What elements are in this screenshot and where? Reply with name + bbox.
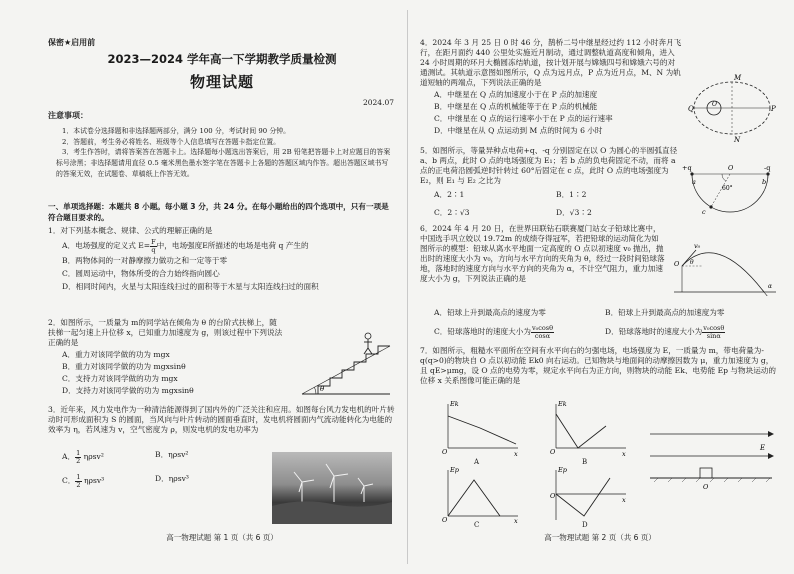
option-a: A．铅球上升到最高点的速度为零 (434, 308, 546, 317)
section-title: 一、单项选择题：本题共 8 小题。每小题 3 分，共 24 分。在每小题给出的四个选项中，只有一项是符合题目要求的。 (48, 202, 389, 223)
svg-text:x: x (514, 450, 518, 458)
label-minus-q: -q (764, 164, 771, 172)
graph-label-b: B (582, 458, 588, 466)
label-n: N (734, 136, 741, 144)
question-6-options (420, 308, 776, 339)
graph-c (440, 466, 520, 524)
fraction: $\frac{F}{q}$ (151, 238, 156, 254)
question-stem: 6．2024 年 4 月 20 日，在世界田联钻石联赛厦门站女子铅球比赛中，中国选手巩立姣以 19.72m 的成绩夺得冠军，若把铅球的运动简化为如图所示的模型：铅球从离水平地面一定高度的 O 点以初速度 v₀ 抛出，抛出时的速度大小为 v₀，方向与水平方向的夹角为 θ，经过一段时间铅球落地，落地时的速度方向与水平方向的夹角为 α，不计空气阻力，重力加速度大小为 g，下列说法正确的是 (420, 224, 665, 284)
svg-text:O: O (442, 516, 448, 524)
page-divider (407, 10, 408, 564)
option-a: A．2∶1 (434, 190, 465, 200)
label-o: O (728, 164, 734, 172)
question-5 (420, 146, 678, 218)
escalator-figure (298, 330, 394, 400)
label-c: c (702, 208, 706, 216)
question-3 (48, 405, 396, 435)
option-b: B．1∶2 (556, 190, 587, 200)
label-q: Q (688, 105, 694, 113)
label-v0: v₀ (694, 242, 701, 250)
page-footer: 高一物理试题 第 2 页（共 6 页） (544, 533, 656, 542)
label-o: O (703, 483, 709, 491)
notice-item: 2．答题前，考生务必将姓名、班级等个人信息填写在答题卡指定位置。 (62, 137, 280, 146)
label-theta: θ (690, 259, 694, 266)
option-c: C．铅球落地时的速度大小为 $\frac{\text{v₀cosθ}}{\cos\alpha}$ (434, 324, 554, 340)
graph-a (440, 400, 520, 458)
svg-text:x: x (622, 450, 626, 458)
label-p: P (771, 105, 776, 113)
orbit-figure (688, 72, 778, 144)
notice-item: 1．本试卷分选择题和非选择题两部分，满分 100 分，考试时间 90 分钟。 (62, 127, 291, 135)
field-figure (648, 420, 776, 500)
option-d: D．支持力对该同学做的功为 mgxsinθ (62, 386, 194, 396)
option-c: C．圆周运动中，物体所受的合力始终指向圆心 (62, 269, 220, 279)
notice-list (56, 126, 394, 180)
option-c: C．中继星在 Q 点的运行速率小于在 P 点的运行速率 (434, 114, 613, 124)
question-stem: 4．2024 年 3 月 25 日 0 时 46 分，鹊桥二号中继星经过约 112 小时奔月飞行，在距月面约 440 公里处实施近月制动，通过调整轨道高度和倾角，进入 24 小时周期的环月大椭圆冻结轨道，按计划开展与嫦娥四号和嫦娥六号的对通测试。其轨道示意图如图所示，Q 点为远月点，P 点为近月点，M、N 为轨道短轴的两端点，下列说法正确的是 (420, 38, 682, 88)
graph-label-d: D (582, 521, 588, 529)
question-4 (420, 38, 682, 136)
option-c: C．支持力对该同学做的功为 mgx (62, 374, 178, 384)
option-a: A．电场强度的定义式 E= $\frac{F}{q}$ 中，电场强度E所描述的电场是电荷 q 产生的 (62, 238, 309, 254)
option-c: C．2∶√3 (434, 208, 470, 218)
question-6 (420, 224, 666, 284)
svg-text:Ek: Ek (450, 400, 459, 408)
question-7 (420, 346, 778, 386)
svg-text:O: O (550, 492, 556, 500)
subject-title: 物理试题 (189, 73, 254, 91)
graph-label-c: C (474, 521, 480, 529)
option-b: B．两物体间的一对静摩擦力做功之和一定等于零 (62, 256, 228, 266)
notice-item: 3．考生作答时，请将答案答在答题卡上。选择题每小题选出答案后，用 2B 铅笔把答题卡上对应题目的答案标号涂黑；非选择题请用直径 0.5 毫米黑色墨水签字笔在答题卡上各题的答题区域内作答。超出答题区域书写的答案无效，在试题卷、草稿纸上作答无效。 (56, 148, 391, 178)
wind-turbines-image (272, 452, 392, 524)
option-c: C． $\frac{1}{2}$ ηρsv³ (62, 473, 105, 489)
projectile-figure (672, 236, 778, 296)
question-3-options (48, 450, 248, 488)
option-d: D．铅球落地时的速度大小为 $\frac{\text{v₀cosθ}}{\sin\alpha}$ (605, 324, 725, 340)
question-stem: 7．如图所示，粗糙水平面所在空间有水平向右的匀强电场，电场强度为 E，一质量为 m，带电荷量为-q(q>0)的物块自 O 点以初动能 Ek0 向右运动。已知物块与地面间的动摩擦因数为 μ，重力加速度为 g，且 qE>μmg，设 O 点的电势为零，规定水平向右为正方向，则物块的动能 Ek、电势能 Ep 与物块运动的位移 x 关系图像可能正确的是 (420, 346, 776, 386)
label-o: O (712, 101, 717, 108)
svg-text:Ep: Ep (450, 466, 459, 474)
option-a: A．中继星在 Q 点的加速度小于在 P 点的加速度 (434, 90, 598, 100)
label-a: a (692, 178, 696, 186)
question-stem: 2．如图所示，一质量为 m的同学站在倾角为 θ 的台阶式扶梯上，随扶梯一起匀速上升位移 x，已知重力加速度为 g，则该过程中下列说法正确的是 (48, 318, 283, 348)
graph-b (548, 400, 628, 458)
option-d: D．相同时间内，火星与太阳连线扫过的面积等于木星与太阳连线扫过的面积 (62, 282, 319, 292)
question-2 (48, 318, 284, 396)
exam-title: 2023—2024 学年高一下学期教学质量检测 (107, 52, 337, 66)
svg-text:O: O (550, 448, 556, 456)
svg-text:x: x (622, 496, 626, 504)
notice-heading: 注意事项： (48, 111, 88, 120)
option-d: D．中继星在从 Q 点运动到 M 点的时间为 6 小时 (434, 126, 603, 136)
label-60: 60° (722, 185, 733, 192)
page-footer: 高一物理试题 第 1 页（共 6 页） (166, 533, 278, 542)
option-b: B．中继星在 Q 点的机械能等于在 P 点的机械能 (434, 102, 598, 112)
label-m: M (734, 74, 742, 82)
option-a: A．重力对该同学做的功为 mgx (62, 350, 170, 360)
option-b: B．ηρsv² (155, 450, 189, 459)
option-b: B．铅球上升到最高点的加速度为零 (605, 308, 725, 317)
semicircle-arc (692, 174, 768, 212)
secret-mark: 保密★启用前 (48, 38, 96, 47)
svg-text:Ek: Ek (558, 400, 567, 408)
question-stem: 1．对下列基本概念、规律、公式的理解正确的是 (48, 226, 213, 235)
label-b: b (762, 178, 767, 186)
block (700, 468, 712, 478)
option-b: B．重力对该同学做的功为 mgxsinθ (62, 362, 186, 372)
page-1 (48, 0, 396, 574)
graph-label-a: A (474, 458, 480, 466)
theta-label: θ (320, 385, 325, 393)
graph-d (548, 466, 628, 524)
trajectory-curve (682, 253, 764, 292)
v0-arrow (682, 250, 696, 266)
label-o: O (674, 260, 680, 268)
svg-text:x: x (514, 517, 518, 524)
svg-text:Ep: Ep (558, 466, 567, 474)
option-d: D．ηρsv³ (155, 474, 189, 483)
question-stem: 3．近年来，风力发电作为一种清洁能源得到了国内外的广泛关注和应用。如图每台风力发电机的叶片转动时可形成面积为 S 的圆面，当风向与叶片转动的圆面垂直时，发电机将圆面内气流动能转化为电能的效率为 η，若风速为 v，空气密度为 ρ，则发电机的发电功率为 (48, 405, 395, 435)
question-1 (48, 226, 396, 292)
label-e: E (760, 444, 766, 452)
wind-turbine-photo (272, 452, 392, 524)
page-2 (420, 0, 780, 574)
charge-figure (682, 160, 778, 222)
exam-date: 2024.07 (362, 98, 394, 107)
label-plus-q: +q (682, 164, 692, 172)
label-alpha: α (768, 283, 773, 290)
question-stem: 5．如图所示，等量异种点电荷+q、-q 分别固定在以 O 为圆心的半圆弧直径 a、b 两点，此时 O 点的电场强度为 E₁；若 b 点的负电荷固定不动，而将 a 点的正电荷沿圆弧逆时针转过 60°后固定在 c 点，此时 O 点的电场强度为 E₂，则 E₁ 与 E₂ 之比为 (420, 146, 678, 186)
option-a: A． $\frac{1}{2}$ ηρsv² (62, 449, 104, 465)
option-d: D．√3∶2 (556, 208, 592, 218)
person-head (365, 333, 371, 339)
svg-text:O: O (442, 448, 448, 456)
